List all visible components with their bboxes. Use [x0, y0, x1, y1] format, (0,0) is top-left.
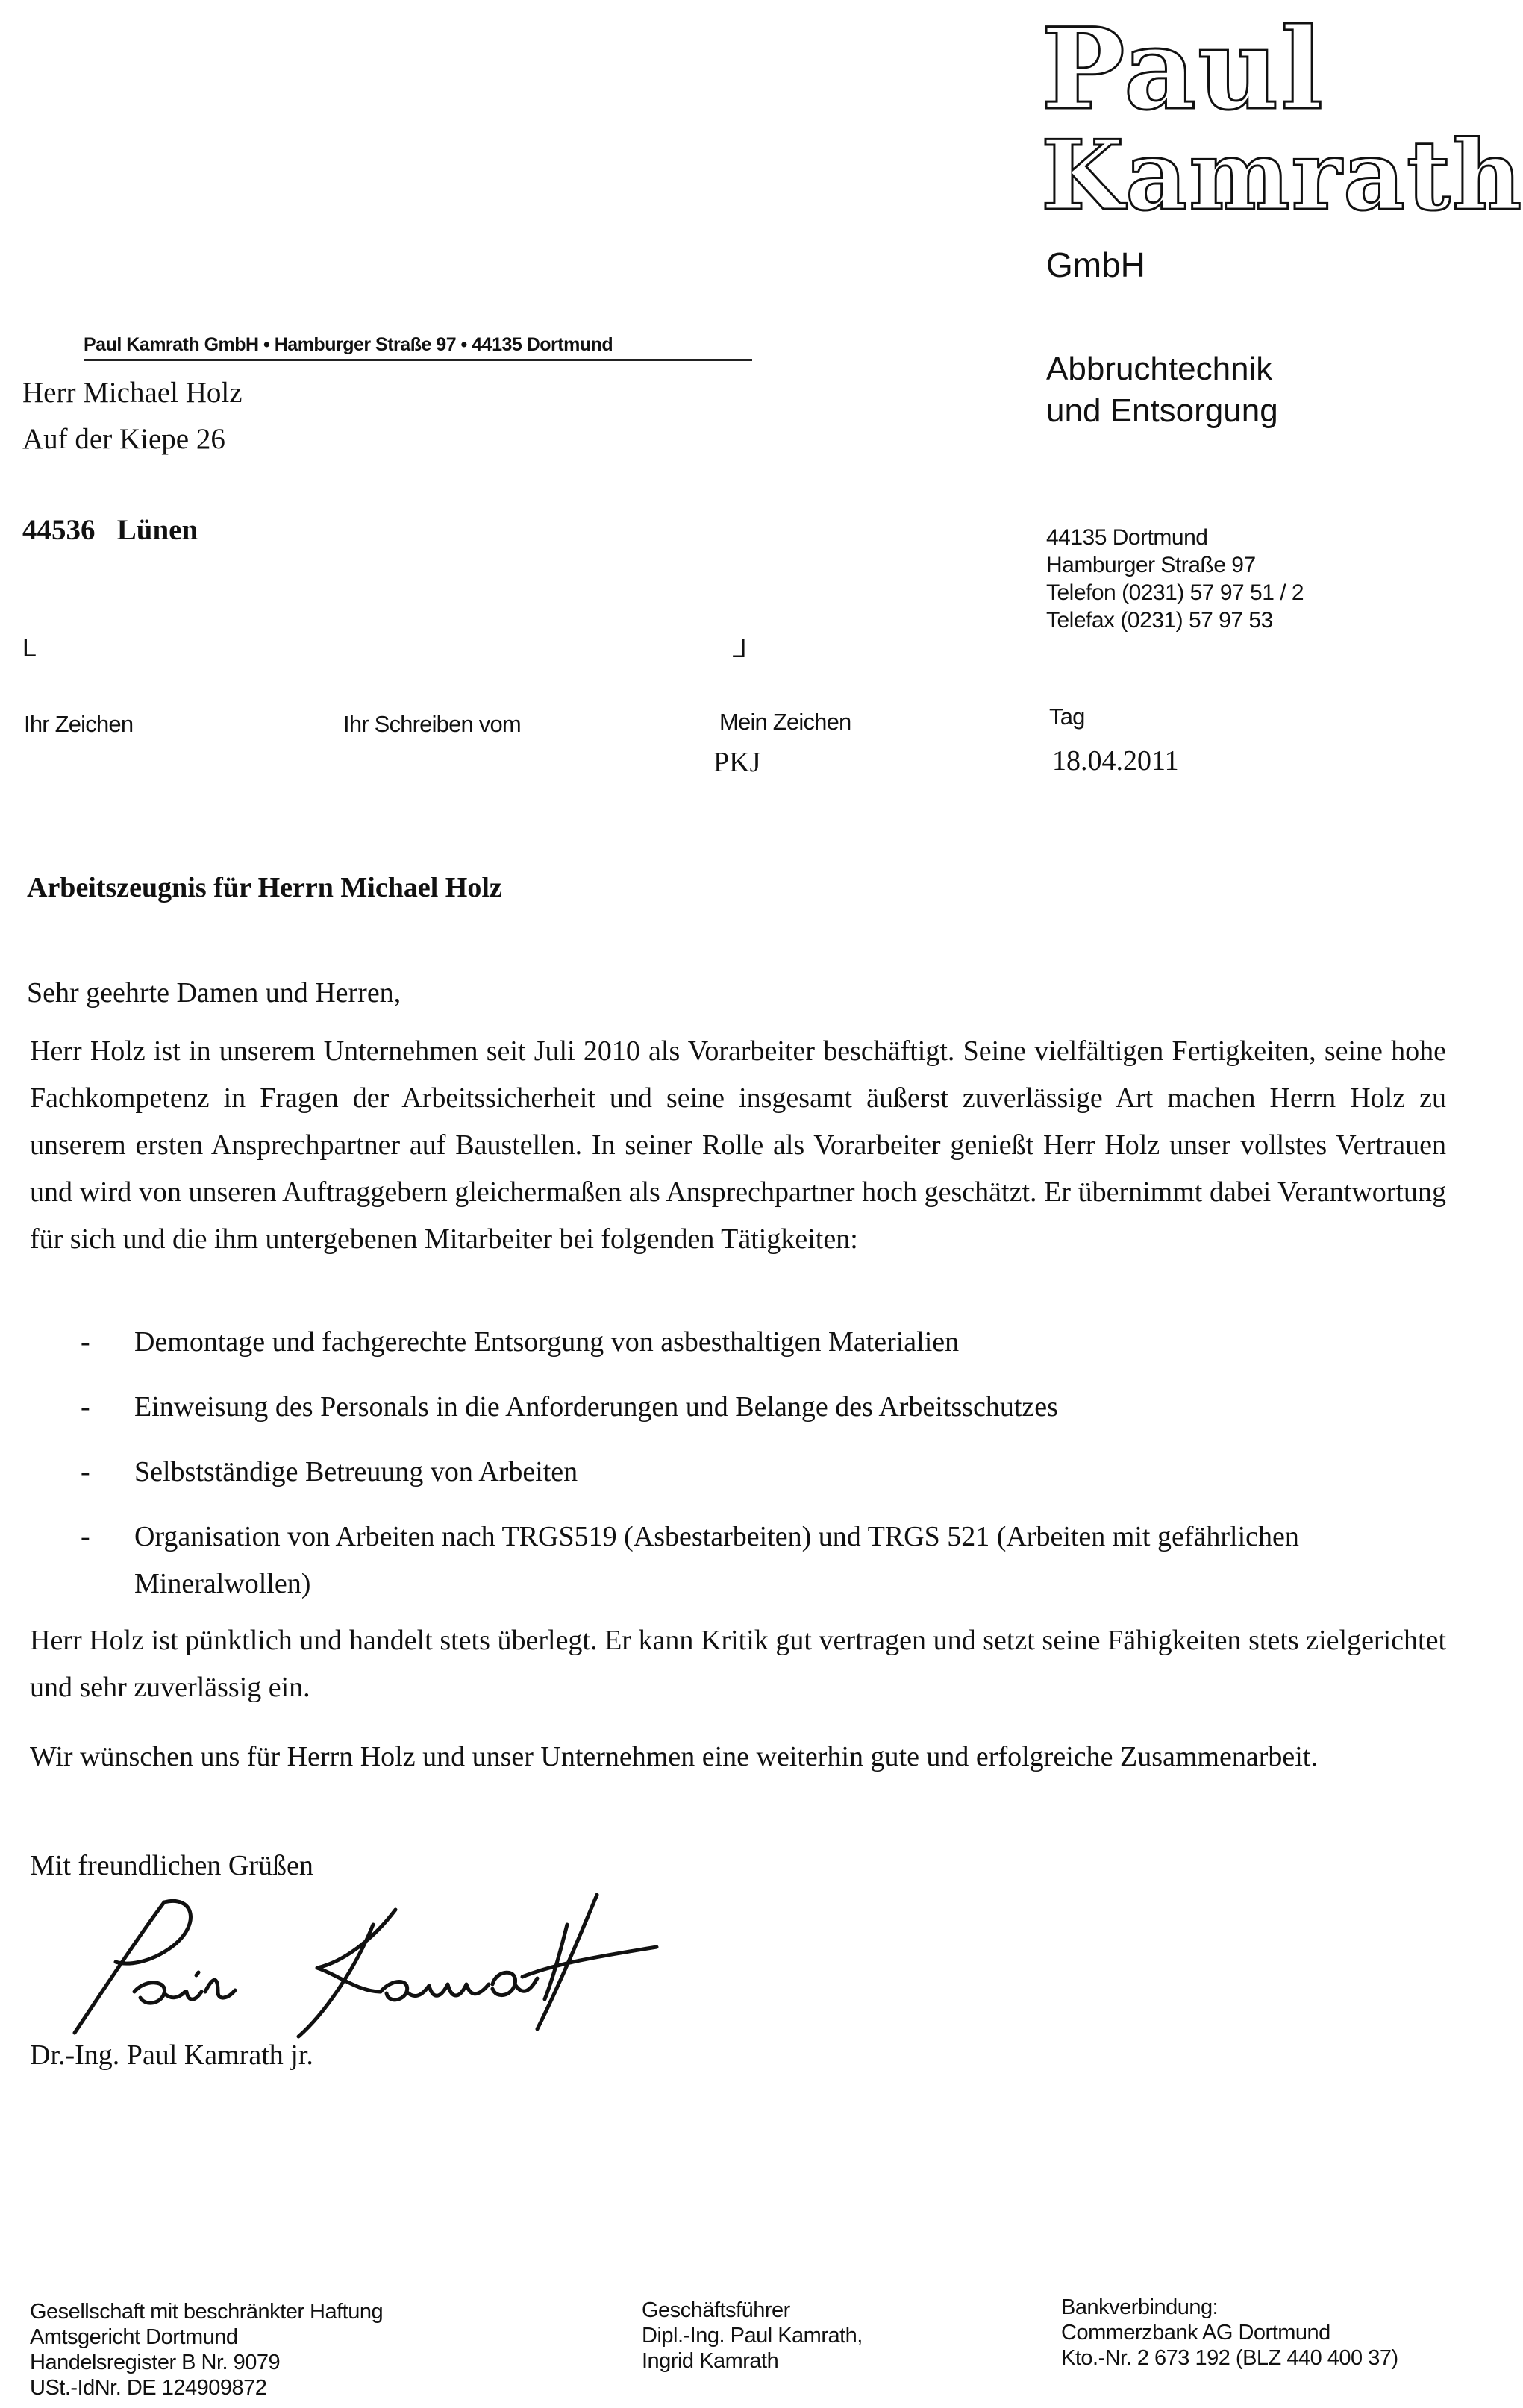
- window-mark-left: L: [22, 634, 37, 662]
- company-street: Hamburger Straße 97: [1046, 553, 1256, 577]
- recipient-city: 44536 Lünen: [22, 514, 198, 546]
- salutation: Sehr geehrte Damen und Herren,: [27, 977, 401, 1009]
- company-logo-line-1: Paul: [1041, 4, 1325, 135]
- signatory-name: Dr.-Ing. Paul Kamrath jr.: [30, 2039, 313, 2071]
- closing-phrase: Mit freundlichen Grüßen: [30, 1850, 313, 1881]
- footer-management-line: Dipl.-Ing. Paul Kamrath,: [642, 2324, 863, 2348]
- footer-management-line: Geschäftsführer: [642, 2298, 790, 2322]
- paragraph-2: Herr Holz ist pünktlich und handelt stets überlegt. Er kann Kritik gut vertragen und setzt seine Fähigkeiten stets zielgerichtet und sehr zuverlässig ein.: [30, 1625, 1446, 1703]
- footer-management: [642, 2298, 863, 2374]
- task-list: [30, 1319, 1446, 1625]
- list-item: - Einweisung des Personals in die Anforderungen und Belange des Arbeitsschutzes: [81, 1391, 1058, 1423]
- footer-bank: [1061, 2295, 1398, 2371]
- signature-image: [45, 1880, 657, 2044]
- tagline-line-2: und Entsorgung: [1046, 392, 1278, 429]
- tag-value: 18.04.2011: [1052, 745, 1179, 777]
- list-item: - Organisation von Arbeiten nach TRGS519 (Asbestarbeiten) und TRGS 521 (Arbeiten mit gefährlichen Mineralwollen): [81, 1521, 1299, 1599]
- recipient-name: Herr Michael Holz: [22, 377, 243, 409]
- footer-management-line: Ingrid Kamrath: [642, 2349, 779, 2373]
- letter-subject: Arbeitszeugnis für Herrn Michael Holz: [27, 872, 502, 903]
- recipient-address: [22, 370, 243, 463]
- footer-legal-line: Gesellschaft mit beschränkter Haftung: [30, 2300, 384, 2324]
- list-item: - Selbstständige Betreuung von Arbeiten: [81, 1456, 578, 1487]
- footer-legal-line: Amtsgericht Dortmund: [30, 2325, 238, 2349]
- list-item: - Demontage und fachgerechte Entsorgung von asbesthaltigen Materialien: [81, 1326, 960, 1358]
- company-tagline: [1046, 348, 1278, 432]
- tagline-line-1: Abbruchtechnik: [1046, 351, 1273, 387]
- paragraph-1: Herr Holz ist in unserem Unternehmen seit Juli 2010 als Vorarbeiter beschäftigt. Seine vielfältigen Fertigkeiten, seine hohe Fachkompetenz in Fragen der Arbeitssicherheit und seine insgesamt äußerst zuverlässige Art machen Herrn Holz zu unserem ersten Ansprechpartner auf Baustellen. In seiner Rolle als Vorarbeiter genießt Herr Holz unser vollstes Vertrauen und wird von unseren Auftraggebern gleichermaßen als Ansprechpartner hoch geschätzt. Er übernimmt dabei Verantwortung für sich und die ihm untergebenen Mitarbeiter bei folgenden Tätigkeiten:: [30, 1035, 1446, 1255]
- footer-bank-line: Kto.-Nr. 2 673 192 (BLZ 440 400 37): [1061, 2346, 1398, 2370]
- company-legal-form: GmbH: [1046, 245, 1145, 284]
- company-phone: Telefon (0231) 57 97 51 / 2: [1046, 580, 1304, 605]
- ihr-schreiben-label: Ihr Schreiben vom: [343, 711, 521, 737]
- footer-legal-line: Handelsregister B Nr. 9079: [30, 2351, 281, 2374]
- window-mark-right: ⅃: [733, 635, 747, 663]
- recipient-street: Auf der Kiepe 26: [22, 423, 225, 455]
- footer-legal-line: USt.-IdNr. DE 124909872: [30, 2376, 267, 2400]
- company-fax: Telefax (0231) 57 97 53: [1046, 608, 1273, 633]
- tag-label: Tag: [1049, 703, 1085, 730]
- mein-zeichen-value: PKJ: [713, 747, 761, 778]
- footer-bank-line: Commerzbank AG Dortmund: [1061, 2321, 1330, 2345]
- mein-zeichen-label: Mein Zeichen: [719, 709, 851, 735]
- footer-legal: [30, 2299, 383, 2401]
- company-logo-line-2: Kamrath: [1041, 120, 1523, 232]
- footer-bank-line: Bankverbindung:: [1061, 2295, 1219, 2319]
- paragraph-3: Wir wünschen uns für Herrn Holz und unser Unternehmen eine weiterhin gute und erfolgreiche Zusammenarbeit.: [30, 1741, 1318, 1772]
- sender-return-address: Paul Kamrath GmbH • Hamburger Straße 97 • 44135 Dortmund: [84, 334, 752, 361]
- ihr-zeichen-label: Ihr Zeichen: [24, 711, 134, 737]
- company-postal-city: 44135 Dortmund: [1046, 525, 1208, 550]
- company-contact: [1046, 524, 1304, 634]
